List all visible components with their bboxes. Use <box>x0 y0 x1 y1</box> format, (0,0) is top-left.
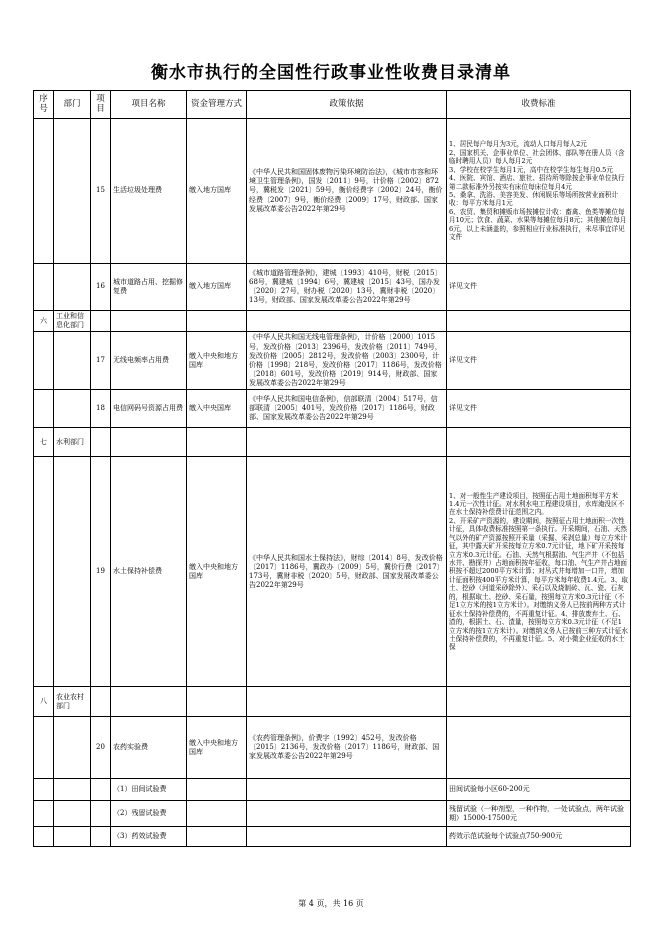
dept-row <box>34 311 631 332</box>
item-name: 城市道路占用、挖掘修复费 <box>111 264 187 311</box>
policy-basis: 《农药管理条例》，价费字〔1992〕452号，发改价格〔2015〕2136号，发改价格〔2017〕1186号，财政部、国家发展改革委公告2022年第29号 <box>247 717 447 779</box>
table-row <box>34 332 631 390</box>
sub-item-row <box>34 779 631 801</box>
header-item-no: 项目 <box>91 91 111 119</box>
fund-mgmt: 缴入中央和地方国库 <box>187 717 247 779</box>
header-fund-mgmt: 资金管理方式 <box>187 91 247 119</box>
sub-item-row <box>34 827 631 847</box>
item-no: 17 <box>91 332 111 390</box>
fee-standard: 1、居民每户每月为3元，流动人口每月每人2元 2、国家机关、企事业单位、社会团体、部队等在册人员（含临时聘用人员）每人每月2元 3、学校在校学生每月1元，高中在校学生每生每月0.5元 4、医院、宾馆、酒店、旅社、招待所等除按企事业单位执行第二款标准外另按实有床位每床位每月4元 5、桑拿、洗浴、美容美发、休闲娱乐等场所按营业面积计收：每平方米每月1元 6、农贸、集贸和摊贩市场按摊位计收：畜禽、鱼类等摊位每月10元；饮食、蔬菜、水果等每摊位每月8元；其他摊位每月6元，以上未涵盖的，参照相应行业标准执行，未尽事宜详见文件 <box>447 119 631 264</box>
policy-basis: 《中华人民共和国电信条例》，信部联清〔2004〕517号，信部联清〔2005〕401号，发改价格〔2017〕1186号，财政部、国家发展改革委公告2022年第29号 <box>247 390 447 428</box>
item-name: 生活垃圾处理费 <box>111 119 187 264</box>
table-row <box>34 390 631 428</box>
item-name: 农药实验费 <box>111 717 187 779</box>
item-no: 18 <box>91 390 111 428</box>
fee-standard: 药效示范试验每个试验点750-900元 <box>447 827 631 847</box>
policy-basis: 《城市道路管理条例》，建城〔1993〕410号，财税〔2015〕68号，冀建城〔1994〕6号，冀建城〔2015〕43号，国办发〔2020〕27号，财办税〔2020〕13号，冀财非税〔2020〕13号，财政部、国家发展改革委公告2022年第29号 <box>247 264 447 311</box>
fee-standard: 残留试验（一种剂型，一种作物，一处试验点，两年试验期）15000-17500元 <box>447 801 631 827</box>
fee-standard: 详见文件 <box>447 264 631 311</box>
fee-standard: 田间试验每小区60-200元 <box>447 779 631 801</box>
fund-mgmt: 缴入中央国库 <box>187 390 247 428</box>
item-no: 16 <box>91 264 111 311</box>
fee-standard: 详见文件 <box>447 390 631 428</box>
dept-seq: 八 <box>34 687 54 717</box>
sub-item-name: （3）药效试验费 <box>111 827 187 847</box>
dept-seq: 七 <box>34 428 54 457</box>
header-seq: 序号 <box>34 91 54 119</box>
fee-standard: 1、对一般性生产建设项目，按照征占用土地面积每平方米1.4元一次性计征。对水利水电工程建设项目，水库淹没区不在水土保持补偿费计征范围之内。 2、开采矿产资源的，建设期间，按照征占用土地面积一次性计征，具体收费标准按照第一条执行。开采期间，石油、天然气以外的矿产资源按照开采量（采掘、采剥总量）每立方米计征，其中露天矿开采按每立方米0.7元计征，地下矿开采按每立方米0.3元计征。石油、天然气根据油、气生产井（不包括水井、勘探井）占地面积按年征收，每口油、气生产井占地面积按不超过2000平方米计算；对丛式井每增加一口井，增加计征面积按400平方米计算，每平方米每年收费1.4元。3、取土、挖砂（河道采砂除外）、采石以及烧制砖、瓦、瓷、石灰的，根据取土、挖砂、采石量，按照每立方米0.3元计征（不足1立方米的按1立方米计）。对缴纳义务人已按前两种方式计征水土保持补偿费的，不再重复计征。4、排放废弃土、石、渣的，根据土、石、渣量，按照每立方米0.3元计征（不足1立方米的按1立方米计）。对缴纳义务人已按前三种方式计征水土保持补偿费的，不再重复计征。5、对小微企业征收的水土保 <box>447 457 631 687</box>
policy-basis: 《中华人民共和国无线电管理条例》，计价格〔2000〕1015号，发改价格〔2013〕2396号，发改价格〔2011〕749号，发改价格〔2005〕2812号，发改价格〔2003〕2300号，计价格〔1998〕218号，发改价格〔2017〕1186号，发改价格〔2018〕601号，发改价格〔2019〕914号，财政部、国家发展改革委公告2022年第29号 <box>247 332 447 390</box>
fund-mgmt: 缴入中央和地方国库 <box>187 457 247 687</box>
dept-row <box>34 687 631 717</box>
table-row <box>34 717 631 779</box>
page-footer: 第 4 页，共 16 页 <box>298 899 364 908</box>
policy-basis: 《中华人民共和国水土保持法》，财综〔2014〕8号，发改价格〔2017〕1186号，冀政办〔2009〕5号，冀价行费〔2017〕173号，冀财非税〔2020〕5号，财政部、国家发展改革委公告2022年第29号 <box>247 457 447 687</box>
table-row <box>34 264 631 311</box>
fund-mgmt: 缴入地方国库 <box>187 119 247 264</box>
dept-seq: 六 <box>34 311 54 332</box>
fund-mgmt: 缴入地方国库 <box>187 264 247 311</box>
table-row <box>34 119 631 264</box>
item-name: 无线电频率占用费 <box>111 332 187 390</box>
page-title: 衡水市执行的全国性行政事业性收费目录清单 <box>151 63 511 83</box>
item-no: 15 <box>91 119 111 264</box>
table-row <box>34 457 631 687</box>
sub-item-name: （1）田间试验费 <box>111 779 187 801</box>
header-standard: 收费标准 <box>447 91 631 119</box>
fee-standard: 详见文件 <box>447 332 631 390</box>
header-dept: 部门 <box>54 91 91 119</box>
policy-basis: 《中华人民共和国固体废物污染环境防治法》，《城市市容和环境卫生管理条例》，国发〔2011〕9号，计价格〔2002〕872号，冀税发〔2021〕59号，衡价经费字〔2002〕24号，衡价经费〔2007〕9号，衡价经费〔2009〕17号，财政部、国家发展改革委公告2022年第29号 <box>247 119 447 264</box>
item-no: 20 <box>91 717 111 779</box>
table-header-row <box>34 91 631 119</box>
fund-mgmt: 缴入中央和地方国库 <box>187 332 247 390</box>
dept-row <box>34 428 631 457</box>
sub-item-name: （2）残留试验费 <box>111 801 187 827</box>
header-item-name: 项目名称 <box>111 91 187 119</box>
dept-name: 水利部门 <box>54 428 91 457</box>
item-name: 电信网码号资源占用费 <box>111 390 187 428</box>
item-name: 水土保持补偿费 <box>111 457 187 687</box>
dept-name: 农业农村部门 <box>54 687 91 717</box>
item-no: 19 <box>91 457 111 687</box>
sub-item-row <box>34 801 631 827</box>
fee-table <box>33 90 631 847</box>
header-policy: 政策依据 <box>247 91 447 119</box>
dept-name: 工业和信息化部门 <box>54 311 91 332</box>
